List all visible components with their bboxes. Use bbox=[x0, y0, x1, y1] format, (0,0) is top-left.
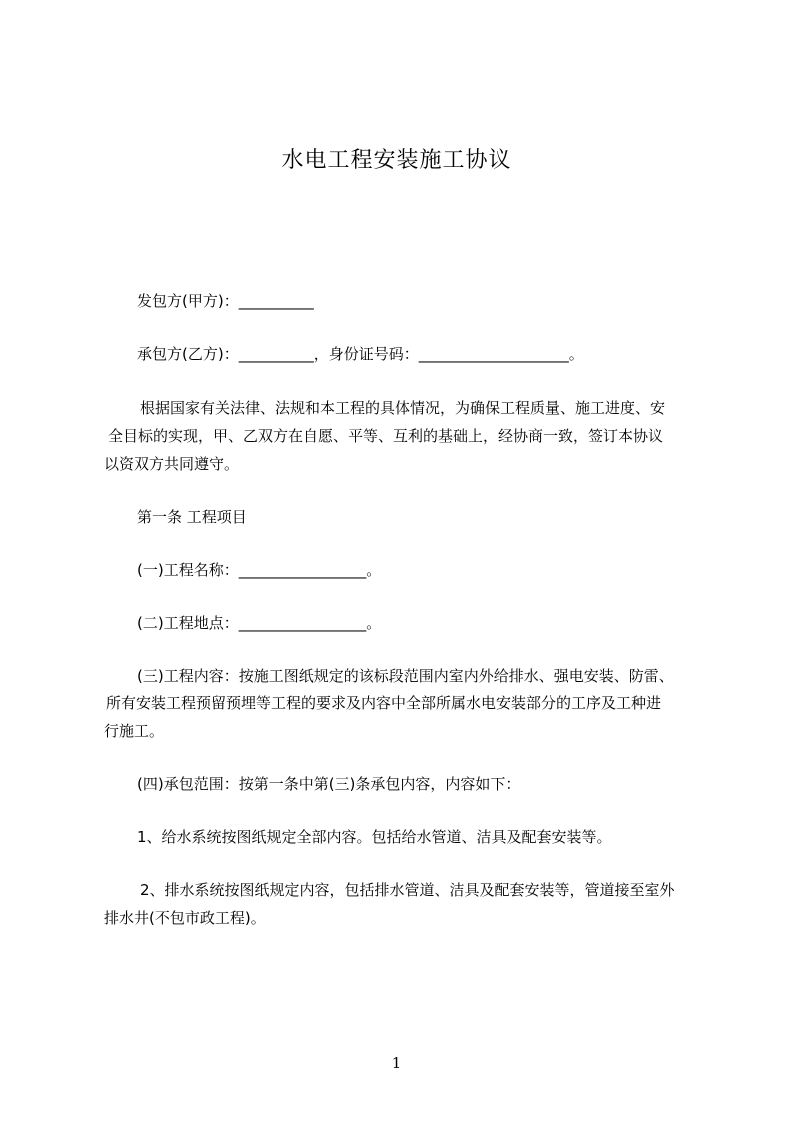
party-b-line: 承包方(乙方)：__________，身份证号码：____________________。 bbox=[137, 345, 584, 363]
project-content-line-1: (三)工程内容：按施工图纸规定的该标段范围内室内外给排水、强电安装、防雷、 bbox=[137, 667, 674, 685]
page-number: 1 bbox=[391, 1054, 402, 1072]
drainage-line-1: 2、排水系统按图纸规定内容，包括排水管道、洁具及配套安装等，管道接至室外 bbox=[140, 881, 675, 899]
project-name-line: (一)工程名称：_________________。 bbox=[137, 561, 382, 579]
project-content-line-3: 行施工。 bbox=[104, 722, 165, 740]
document-title: 水电工程安装施工协议 bbox=[281, 148, 512, 173]
project-location-line: (二)工程地点：_________________。 bbox=[137, 614, 382, 632]
article-1-heading: 第一条 工程项目 bbox=[137, 508, 247, 526]
drainage-line-2: 排水井(不包市政工程)。 bbox=[104, 909, 266, 927]
party-a-line: 发包方(甲方)：__________ bbox=[137, 292, 314, 310]
water-supply-line: 1、给水系统按图纸规定全部内容。包括给水管道、洁具及配套安装等。 bbox=[137, 828, 612, 846]
project-content-line-2: 所有安装工程预留预埋等工程的要求及内容中全部所属水电安装部分的工序及工种进 bbox=[106, 694, 662, 712]
contract-scope-line: (四)承包范围：按第一条中第(三)条承包内容，内容如下： bbox=[137, 775, 521, 793]
preamble-line-1: 根据国家有关法律、法规和本工程的具体情况，为确保工程质量、施工进度、安 bbox=[140, 399, 666, 417]
preamble-line-2: 全目标的实现，甲、乙双方在自愿、平等、互利的基础上，经协商一致，签订本协议 bbox=[108, 427, 664, 445]
preamble-line-3: 以资双方共同遵守。 bbox=[104, 455, 240, 473]
